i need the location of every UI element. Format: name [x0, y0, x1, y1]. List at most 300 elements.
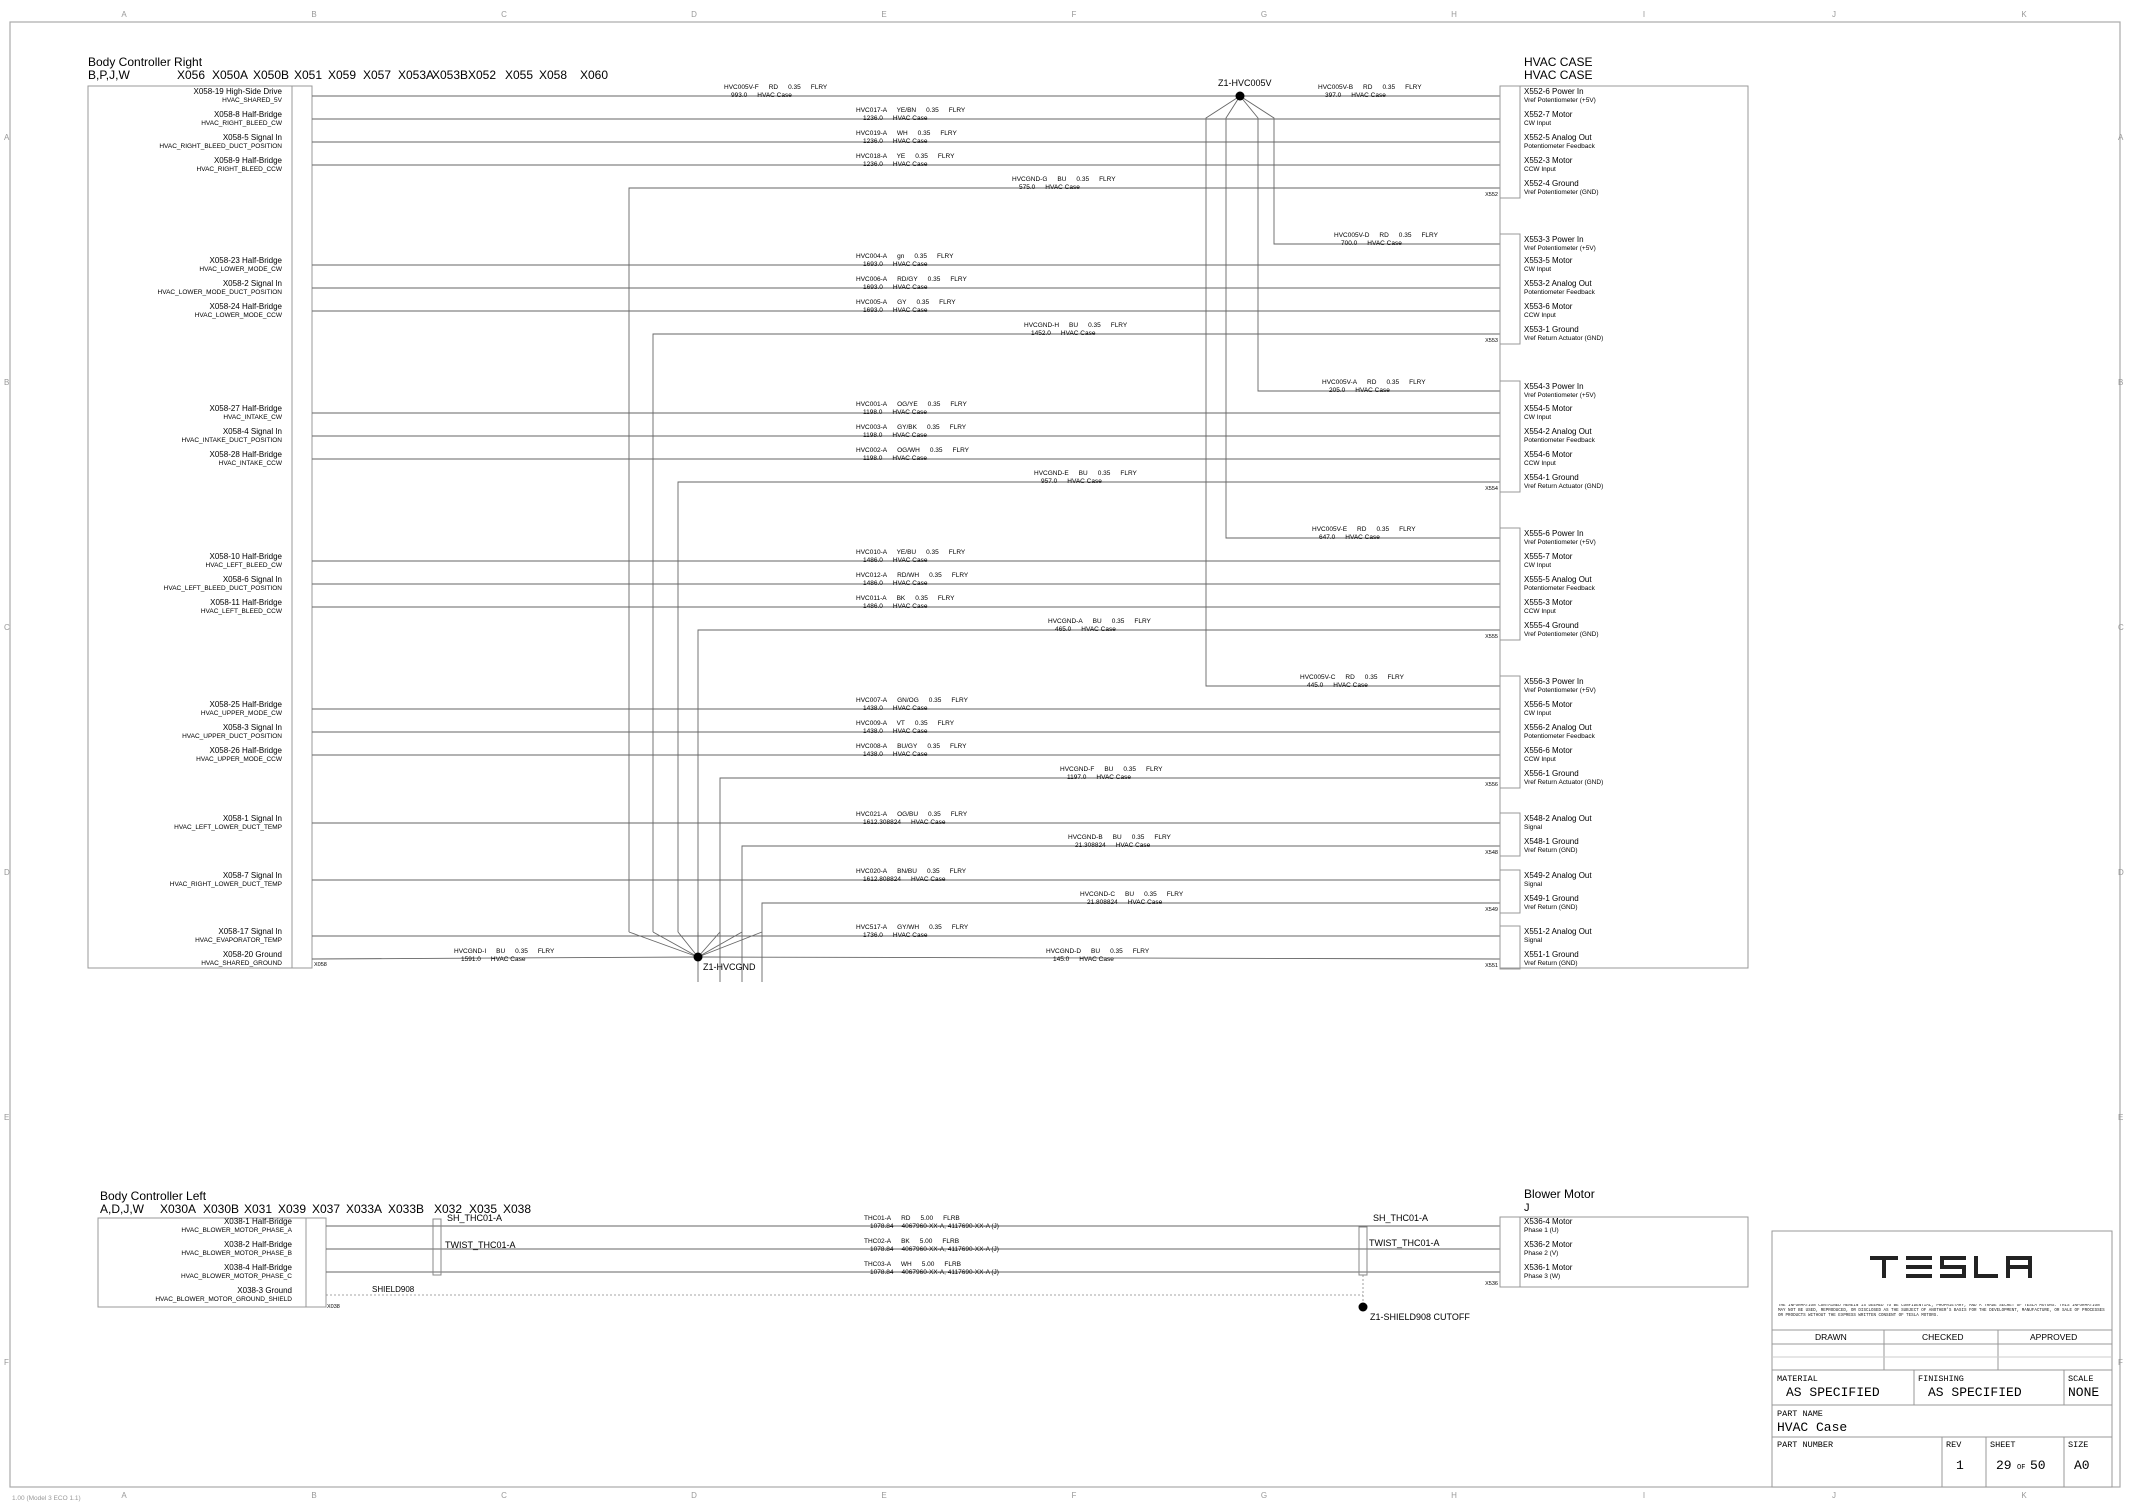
wire-id: HVC011-A — [856, 595, 887, 602]
wire-loc: HVAC Case — [892, 307, 928, 314]
wire-gauge: 0.35 — [927, 276, 941, 283]
wire-label — [1080, 891, 1184, 906]
wire-length — [863, 705, 928, 712]
blower-wire-gauge: 5.00 — [921, 1261, 935, 1268]
wire-label — [1322, 379, 1426, 394]
wire-len: 1486.0 — [863, 557, 883, 564]
bcl-pin-signal: HVAC_BLOWER_MOTOR_PHASE_B — [181, 1250, 292, 1257]
actuator-pin-id: X555-5 Analog Out — [1524, 575, 1592, 584]
bcr-connector-id: X055 — [505, 68, 534, 82]
wire-len: 1438.0 — [863, 705, 883, 712]
wire-loc: HVAC Case — [892, 751, 928, 758]
wire-type: FLRY — [1134, 618, 1151, 625]
bcr-pin-id: X058-26 Half-Bridge — [209, 746, 282, 755]
bcr-pin-signal: HVAC_SHARED_5V — [222, 97, 282, 104]
wire-spec — [856, 743, 967, 750]
bcr-pin-id: X058-3 Signal In — [222, 723, 282, 732]
wire-gauge: 0.35 — [928, 697, 942, 704]
wire-loc: HVAC Case — [892, 432, 927, 439]
actuator-pin-desc: Vref Potentiometer (+5V) — [1524, 245, 1596, 252]
wire-len: 1612.308824 — [863, 819, 901, 826]
grid-col-label: H — [1451, 10, 1457, 19]
actuator-pin-desc: Vref Potentiometer (GND) — [1524, 189, 1599, 196]
actuator-pin-id: X548-2 Analog Out — [1524, 814, 1592, 823]
blower-wire-color: BK — [901, 1238, 910, 1245]
wire-segment — [698, 630, 1500, 982]
grid-col-label: G — [1260, 1491, 1268, 1500]
wire-length — [863, 409, 927, 416]
actuator-connector-strip — [1500, 234, 1520, 344]
wire-len: 1486.0 — [863, 603, 883, 610]
wire-label — [856, 401, 967, 416]
actuator-pin-id: X553-5 Motor — [1524, 256, 1573, 265]
wire-segment — [1226, 96, 1500, 538]
wire-gauge: 0.35 — [927, 743, 940, 750]
grid-col-label: K — [2021, 10, 2027, 19]
bcr-pin-signal: HVAC_LEFT_LOWER_DUCT_TEMP — [174, 824, 282, 831]
wire-loc: HVAC Case — [757, 92, 792, 99]
wire-loc: HVAC Case — [910, 876, 946, 883]
rev-value: 1 — [1956, 1458, 1964, 1473]
grid-col-label: H — [1451, 1491, 1457, 1500]
actuator-pin-id: X553-6 Motor — [1524, 302, 1573, 311]
bcl-connector-strip — [306, 1218, 326, 1307]
wire-type: FLRY — [936, 253, 954, 260]
finishing-value: AS SPECIFIED — [1928, 1385, 2022, 1400]
splice-top-dot[interactable] — [1236, 92, 1245, 101]
actuator-pin-id: X555-6 Power In — [1524, 529, 1584, 538]
actuator-connector-id: X549 — [1485, 907, 1498, 913]
wire-id: HVC021-A — [856, 811, 888, 818]
bcr-pin-signal: HVAC_INTAKE_CW — [223, 414, 282, 421]
actuator-pin-id: X549-2 Analog Out — [1524, 871, 1592, 880]
blower-wire-length — [870, 1269, 999, 1276]
actuator-pin-id: X552-3 Motor — [1524, 156, 1573, 165]
actuator-pin-desc: Vref Return (GND) — [1524, 904, 1578, 911]
blower-wiring — [326, 1213, 1573, 1322]
actuator-pin-id: X556-2 Analog Out — [1524, 723, 1592, 732]
approved-label: APPROVED — [2030, 1332, 2078, 1342]
wire-id: HVC005V-F — [724, 84, 759, 91]
bcr-pin-signal: HVAC_LEFT_BLEED_CW — [205, 562, 282, 569]
sheet-value: 29 — [1996, 1458, 2012, 1473]
grid-col-label: D — [691, 10, 697, 19]
title-block — [1772, 1231, 2112, 1487]
wire-color: BU — [1112, 834, 1122, 841]
wire-id: HVC005-A — [856, 299, 888, 306]
bcr-pin-id: X058-23 Half-Bridge — [209, 256, 282, 265]
wire-id: HVCGND-B — [1068, 834, 1103, 841]
wire-type: FLRY — [939, 299, 956, 306]
actuator-connector-strip — [1500, 381, 1520, 492]
bcr-pin-signal: HVAC_RIGHT_LOWER_DUCT_TEMP — [169, 881, 282, 888]
wire-label — [856, 924, 969, 939]
bcl-connector-id: X038 — [503, 1202, 532, 1216]
grid-col-label: I — [1642, 1491, 1646, 1500]
wire-type: FLRY — [1154, 834, 1171, 841]
blower-pin-desc: Phase 1 (U) — [1524, 1227, 1559, 1234]
wire-segment — [742, 846, 1500, 982]
part-name-value: HVAC Case — [1777, 1420, 1848, 1435]
wire-id: HVC017-A — [856, 107, 887, 114]
wire-id: HVC007-A — [856, 697, 888, 704]
twist-marker-right — [1359, 1227, 1367, 1275]
wire-id: HVCGND-C — [1080, 891, 1116, 898]
actuator-connector-strip — [1500, 528, 1520, 640]
wire-loc: HVAC Case — [1060, 330, 1096, 337]
bcr-connector-strip — [292, 86, 312, 968]
bcl-connector-id: X031 — [244, 1202, 273, 1216]
wire-loc: HVAC Case — [1081, 626, 1116, 633]
wire-spec — [856, 153, 955, 160]
bcr-connector-list — [177, 68, 608, 82]
actuator-pin-desc: CCW Input — [1524, 312, 1556, 319]
bcl-pin-labels — [155, 1217, 292, 1303]
grid-col-label: C — [501, 10, 507, 19]
wire-loc: HVAC Case — [892, 138, 928, 145]
actuator-pin-id: X552-4 Ground — [1524, 179, 1579, 188]
actuator-pin-desc: Vref Potentiometer (+5V) — [1524, 392, 1596, 399]
wire-id: HVC012-A — [856, 572, 888, 579]
bcr-pin-signal: HVAC_LEFT_BLEED_CCW — [200, 608, 282, 615]
wire-gauge: 0.35 — [1088, 322, 1101, 329]
wire-type: FLRY — [1110, 322, 1128, 329]
actuator-pin-id: X548-1 Ground — [1524, 837, 1579, 846]
wire-color: GY — [897, 299, 907, 306]
wire-length — [863, 455, 927, 462]
shield-label-left: SH_THC01-A — [447, 1213, 503, 1223]
bcl-connector-id: X033A — [346, 1202, 383, 1216]
wire-label — [856, 299, 956, 314]
logo-e — [1906, 1256, 1932, 1278]
wire-len: 957.0 — [1041, 478, 1058, 485]
wire-length — [1329, 387, 1390, 394]
grid-col-label: E — [881, 10, 887, 19]
wire-length — [1319, 534, 1380, 541]
wire-type: FLRY — [1132, 948, 1150, 955]
wire-type: FLRY — [1421, 232, 1438, 239]
wire-type: FLRY — [950, 811, 968, 818]
blower-pin-id: X536-4 Motor — [1524, 1217, 1573, 1226]
bcr-pin-id: X058-6 Signal In — [222, 575, 282, 584]
wire-loc: HVAC Case — [892, 409, 927, 416]
actuator-pin-id: X553-2 Analog Out — [1524, 279, 1592, 288]
wire-loc: HVAC Case — [892, 284, 928, 291]
wire-loc: HVAC Case — [1127, 899, 1163, 906]
bcr-pin-id: X058-2 Signal In — [222, 279, 282, 288]
wire-spec — [856, 811, 968, 818]
actuator-pin-desc: CW Input — [1524, 710, 1552, 717]
actuator-pin-id: X556-1 Ground — [1524, 769, 1579, 778]
bcr-pin-signal: HVAC_RIGHT_BLEED_DUCT_POSITION — [159, 143, 282, 150]
wire-length — [1075, 842, 1151, 849]
wire-length — [863, 138, 928, 145]
actuator-connector-id: X551 — [1485, 963, 1498, 969]
wire-length — [863, 284, 928, 291]
wire-length — [1019, 184, 1080, 191]
bcr-pin-id: X058-27 Half-Bridge — [209, 404, 282, 413]
wire-length — [1087, 899, 1163, 906]
wire-gauge: 0.35 — [1376, 526, 1390, 533]
blower-wire-length — [870, 1223, 999, 1230]
wire-spec — [856, 276, 967, 283]
bcr-connector-id: X059 — [328, 68, 357, 82]
wire-id: HVC006-A — [856, 276, 888, 283]
wire-spec — [1318, 84, 1422, 91]
material-value: AS SPECIFIED — [1786, 1385, 1880, 1400]
wire-spec — [1080, 891, 1184, 898]
grid-col-label: A — [121, 10, 127, 19]
wire-type: FLRY — [937, 153, 955, 160]
actuator-pin-desc: CW Input — [1524, 414, 1552, 421]
wire-color: RD — [1367, 379, 1377, 386]
wire-spec — [856, 253, 954, 260]
wire-gauge: 0.35 — [927, 401, 941, 408]
wire-loc: HVAC Case — [892, 705, 928, 712]
grid-row-label: D — [4, 868, 10, 877]
bcr-pin-id: X058-7 Signal In — [222, 871, 282, 880]
actuator-pin-desc: Vref Return Actuator (GND) — [1524, 483, 1604, 490]
actuator-pin-desc: Signal — [1524, 937, 1543, 944]
bcr-pin-id: X058-19 High-Side Drive — [193, 87, 282, 96]
wire-len: 1736.0 — [863, 932, 883, 939]
wire-gauge: 0.35 — [1076, 176, 1090, 183]
splice-top-label: Z1-HVC005V — [1218, 78, 1272, 88]
finishing-label: FINISHING — [1918, 1374, 1964, 1384]
wire-gauge: 0.35 — [1110, 948, 1123, 955]
wire-length — [1341, 240, 1402, 247]
wire-type: FLRY — [951, 697, 968, 704]
wire-color: BU — [1125, 891, 1135, 898]
actuator-pin-desc: CW Input — [1524, 120, 1552, 127]
wire-label — [856, 130, 957, 145]
wire-loc: HVAC Case — [1115, 842, 1151, 849]
bcr-pin-signal: HVAC_EVAPORATOR_TEMP — [195, 937, 282, 944]
wire-color: GN/OG — [897, 697, 919, 704]
blower-wire-id: THC01-A — [864, 1215, 892, 1222]
actuator-pin-desc: Potentiometer Feedback — [1524, 733, 1595, 740]
blower-wire-part: 4067960-XX-A, 4117690-XX-A (J) — [901, 1223, 999, 1230]
wire-spec — [856, 720, 955, 727]
grid-col-label: J — [1832, 10, 1836, 19]
wire-type: FLRY — [1146, 766, 1163, 773]
wire-label — [856, 697, 969, 712]
wire-label — [1048, 618, 1152, 633]
wire-segment — [1240, 96, 1500, 244]
wire-id: HVC005V-E — [1312, 526, 1348, 533]
logo-s — [1940, 1256, 1966, 1278]
bcl-pin-signal: HVAC_BLOWER_MOTOR_PHASE_A — [181, 1227, 292, 1234]
wire-loc: HVAC Case — [1351, 92, 1386, 99]
wire-loc: HVAC Case — [892, 932, 928, 939]
wire-id: HVC001-A — [856, 401, 888, 408]
wire-label — [1300, 674, 1405, 689]
wire-len: 1486.0 — [863, 580, 883, 587]
wire-color: GY/WH — [897, 924, 920, 931]
wire-color: RD — [768, 84, 779, 91]
wire-type: FLRY — [1166, 891, 1184, 898]
bcr-title: Body Controller Right — [88, 55, 203, 69]
wire-gauge: 0.35 — [914, 253, 927, 260]
wire-label — [1318, 84, 1422, 99]
bcr-pin-signal: HVAC_RIGHT_BLEED_CW — [201, 120, 282, 127]
actuator-pin-id: X549-1 Ground — [1524, 894, 1579, 903]
wire-len: 1438.0 — [863, 728, 883, 735]
actuator-pin-desc: Vref Potentiometer (+5V) — [1524, 539, 1596, 546]
splice-bottom-dot[interactable] — [694, 953, 703, 962]
bcr-pin-signal: HVAC_LOWER_MODE_DUCT_POSITION — [157, 289, 282, 296]
wire-id: HVC018-A — [856, 153, 887, 160]
wire-spec — [856, 924, 969, 931]
shield-splice-dot[interactable] — [1359, 1303, 1368, 1312]
wire-type: FLRY — [950, 401, 967, 408]
grid-row-label: D — [2118, 868, 2124, 877]
bcr-pin-signal: HVAC_UPPER_MODE_CCW — [196, 756, 282, 763]
actuator-pin-desc: Vref Return (GND) — [1524, 960, 1578, 967]
bcr-pin-id: X058-1 Signal In — [222, 814, 282, 823]
actuator-pin-id: X553-3 Power In — [1524, 235, 1584, 244]
wire-gauge: 0.35 — [928, 811, 941, 818]
actuator-pin-desc: Vref Return Actuator (GND) — [1524, 335, 1604, 342]
wire-color: BU — [1078, 470, 1088, 477]
blower-wire-type: FLRB — [944, 1261, 961, 1268]
wire-len: 1693.0 — [863, 261, 883, 268]
wire-gauge: 0.35 — [1382, 84, 1396, 91]
wire-label — [856, 253, 954, 268]
wire-len: 993.0 — [731, 92, 748, 99]
wire-type: FLRY — [949, 868, 967, 875]
wire-spec — [1048, 618, 1152, 625]
part-number-label: PART NUMBER — [1777, 1440, 1834, 1450]
blower-wire-len: 1078.84 — [870, 1269, 894, 1276]
wire-length — [863, 557, 928, 564]
wire-gauge: 0.35 — [929, 924, 942, 931]
wire-label — [856, 743, 967, 758]
blower-wire-gauge: 5.00 — [919, 1238, 933, 1245]
wire-loc: HVAC Case — [1333, 682, 1368, 689]
wire-color: RD/GY — [897, 276, 918, 283]
actuator-pin-desc: CW Input — [1524, 266, 1552, 273]
wire-len: 205.0 — [1329, 387, 1346, 394]
wire-id: HVC517-A — [856, 924, 888, 931]
bcr-variants: B,P,J,W — [88, 68, 130, 82]
wire-color: BU — [1069, 322, 1079, 329]
bcr-pin-signal: HVAC_LOWER_MODE_CCW — [194, 312, 282, 319]
grid-row-label: A — [2118, 133, 2124, 142]
wire-len: 1198.0 — [863, 409, 883, 416]
wire-len: 1693.0 — [863, 284, 883, 291]
wire-label — [1046, 948, 1150, 963]
bcr-connector-id: X056 — [177, 68, 206, 82]
actuator-connector-id: X552 — [1485, 192, 1498, 198]
grid-col-label: J — [1832, 1491, 1836, 1500]
sheet-label: SHEET — [1990, 1440, 2016, 1450]
bcr-pin-id: X058-10 Half-Bridge — [209, 552, 282, 561]
wire-length — [1067, 774, 1131, 781]
wire-len: 1612.808824 — [863, 876, 901, 883]
wire-len: 1438.0 — [863, 751, 883, 758]
wire-gauge: 0.35 — [1398, 232, 1412, 239]
wire-spec — [856, 401, 967, 408]
blower-variant: J — [1524, 1202, 1530, 1214]
actuator-pin-desc: CW Input — [1524, 562, 1552, 569]
wire-color: WH — [896, 130, 908, 137]
part-name-label: PART NAME — [1777, 1409, 1823, 1419]
bcr-connector-id: X052 — [468, 68, 497, 82]
wire-label — [856, 720, 955, 735]
wire-type: FLRY — [537, 948, 555, 955]
actuator-pin-id: X554-5 Motor — [1524, 404, 1573, 413]
blower-pin-desc: Phase 2 (V) — [1524, 1250, 1559, 1257]
wire-len: 397.0 — [1325, 92, 1342, 99]
shield-splice-label: Z1-SHIELD908 CUTOFF — [1370, 1312, 1470, 1322]
actuator-pin-id: X556-5 Motor — [1524, 700, 1573, 709]
bcr-pin-signal: HVAC_LOWER_MODE_CW — [199, 266, 282, 273]
wire-type: FLRY — [937, 595, 955, 602]
hvac-title: HVAC CASE — [1524, 55, 1593, 69]
wire-label — [1034, 470, 1138, 485]
wire-loc: HVAC Case — [1345, 534, 1380, 541]
wire-spec — [856, 572, 969, 579]
wire-spec — [856, 130, 957, 137]
wire-len: 1236.0 — [863, 161, 883, 168]
wire-len: 21.308824 — [1075, 842, 1106, 849]
grid-row-label: A — [4, 133, 10, 142]
wire-id: HVCGND-G — [1012, 176, 1048, 183]
wire-id: HVCGND-D — [1046, 948, 1082, 955]
wire-loc: HVAC Case — [892, 603, 928, 610]
wire-spec — [1060, 766, 1163, 773]
wire-color: BU — [1104, 766, 1114, 773]
wire-id: HVC005V-A — [1322, 379, 1358, 386]
grid-col-label: I — [1642, 10, 1646, 19]
blower-title: Blower Motor — [1524, 1187, 1595, 1201]
bcl-connector-id: X035 — [469, 1202, 498, 1216]
bcl-connector-id: X030A — [160, 1202, 197, 1216]
wire-color: BN/BU — [897, 868, 917, 875]
wire-color: BU/GY — [897, 743, 918, 750]
bcr-connector-id: X057 — [363, 68, 392, 82]
wire-type: FLRY — [948, 107, 966, 114]
blower-wire-spec — [864, 1261, 961, 1268]
sheet-total: 50 — [2030, 1458, 2046, 1473]
wire-len: 21.808824 — [1087, 899, 1118, 906]
actuator-connector-id: X548 — [1485, 850, 1498, 856]
bcl-corner-label: X038 — [327, 1304, 340, 1310]
wire-len: 445.0 — [1307, 682, 1324, 689]
bcl-pin-id: X038-4 Half-Bridge — [223, 1263, 292, 1272]
wire-label — [856, 572, 969, 587]
wire-loc: HVAC Case — [892, 261, 928, 268]
wire-color: RD — [1379, 232, 1389, 239]
wire-loc: HVAC Case — [892, 728, 928, 735]
actuator-pin-desc: Signal — [1524, 824, 1543, 831]
actuator-pin-id: X552-7 Motor — [1524, 110, 1573, 119]
wire-loc: HVAC Case — [1096, 774, 1131, 781]
wire-loc: HVAC Case — [892, 580, 928, 587]
wire-id: HVC020-A — [856, 868, 888, 875]
bcr-connector-id: X053B — [432, 68, 469, 82]
wire-color: BU — [1057, 176, 1067, 183]
bcr-pin-signal: HVAC_UPPER_MODE_CW — [200, 710, 282, 717]
hvac-outer-box — [1500, 86, 1748, 968]
grid-col-label: D — [691, 1491, 697, 1500]
twist-label-right: TWIST_THC01-A — [1369, 1238, 1440, 1248]
wire-gauge: 0.35 — [926, 549, 939, 556]
wire-length — [1041, 478, 1102, 485]
wire-length — [461, 956, 526, 963]
actuator-pin-id: X555-4 Ground — [1524, 621, 1579, 630]
